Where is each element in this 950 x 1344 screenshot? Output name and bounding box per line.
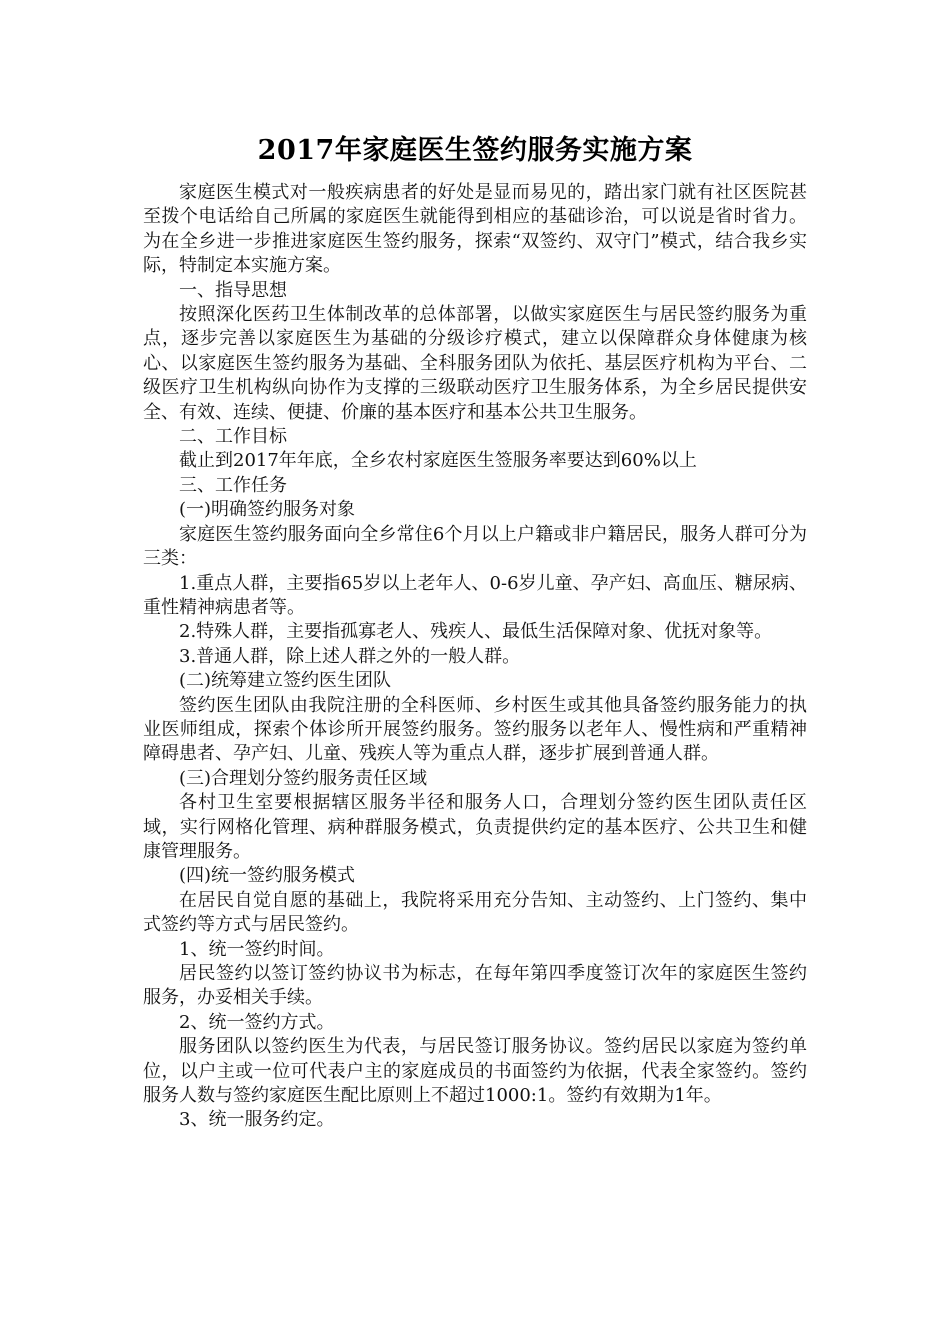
item-signing-time: 1、统一签约时间。 [179,938,335,960]
paragraph-service-targets: 家庭医生签约服务面向全乡常住6个月以上户籍或非户籍居民，服务人群可分为三类： [143,523,807,570]
paragraph-work-goal: 截止到2017年年底，全乡农村家庭医生签服务率要达到60%以上 [179,450,697,472]
document-title: 2017年家庭医生签约服务实施方案 [257,135,693,166]
subheading-service-area: (三)合理划分签约服务责任区域 [179,767,428,789]
item-signing-method: 2、统一签约方式。 [179,1011,335,1033]
paragraph-signing-method: 服务团队以签约医生为代表，与居民签订服务协议。签约居民以家庭为签约单位，以户主或一位可代表户主的家庭成员的书面签约为依据，代表全家签约。签约服务人数与签约家庭医生配比原则上不超过1000:1。签约有效期为1年。 [143,1036,807,1107]
paragraph-service-mode: 在居民自觉自愿的基础上，我院将采用充分告知、主动签约、上门签约、集中式签约等方式与居民签约。 [143,889,807,936]
item-service-agreement: 3、统一服务约定。 [179,1109,335,1131]
list-item-general-population: 3.普通人群，除上述人群之外的一般人群。 [179,645,521,667]
intro-paragraph: 家庭医生模式对一般疾病患者的好处是显而易见的，踏出家门就有社区医院甚至拨个电话给自己所属的家庭医生就能得到相应的基础诊治，可以说是省时省力。为在全乡进一步推进家庭医生签约服务，探索“双签约、双守门”模式，结合我乡实际，特制定本实施方案。 [143,182,807,277]
document-body [143,181,807,1133]
paragraph-doctor-team: 签约医生团队由我院注册的全科医师、乡村医生或其他具备签约服务能力的执业医师组成，探索个体诊所开展签约服务。签约服务以老年人、慢性病和严重精神障碍患者、孕产妇、儿童、残疾人等为重点人群，逐步扩展到普通人群。 [143,694,807,765]
paragraph-guiding-ideology: 按照深化医药卫生体制改革的总体部署，以做实家庭医生与居民签约服务为重点，逐步完善以家庭医生为基础的分级诊疗模式，建立以保障群众身体健康为核心、以家庭医生签约服务为基础、全科服务团队为依托、基层医疗机构为平台、二级医疗卫生机构纵向协作为支撑的三级联动医疗卫生服务体系，为全乡居民提供安全、有效、连续、便捷、价廉的基本医疗和基本公共卫生服务。 [143,304,807,423]
subheading-service-targets: (一)明确签约服务对象 [179,499,356,521]
subheading-service-mode: (四)统一签约服务模式 [179,865,356,887]
section-heading-work-goal: 二、工作目标 [179,426,287,448]
subheading-doctor-team: (二)统筹建立签约医生团队 [179,670,392,692]
paragraph-signing-time: 居民签约以签订签约协议书为标志，在每年第四季度签订次年的家庭医生签约服务，办妥相关手续。 [143,963,807,1009]
list-item-special-population: 2.特殊人群，主要指孤寡老人、残疾人、最低生活保障对象、优抚对象等。 [179,621,773,643]
section-heading-work-tasks: 三、工作任务 [179,474,287,496]
section-heading-guiding-ideology: 一、指导思想 [179,279,287,301]
paragraph-service-area: 各村卫生室要根据辖区服务半径和服务人口，合理划分签约医生团队责任区域，实行网格化管理、病种群服务模式，负责提供约定的基本医疗、公共卫生和健康管理服务。 [143,792,807,862]
list-item-key-population: 1.重点人群，主要指65岁以上老年人、0-6岁儿童、孕产妇、高血压、糖尿病、重性精神病患者等。 [143,572,807,618]
